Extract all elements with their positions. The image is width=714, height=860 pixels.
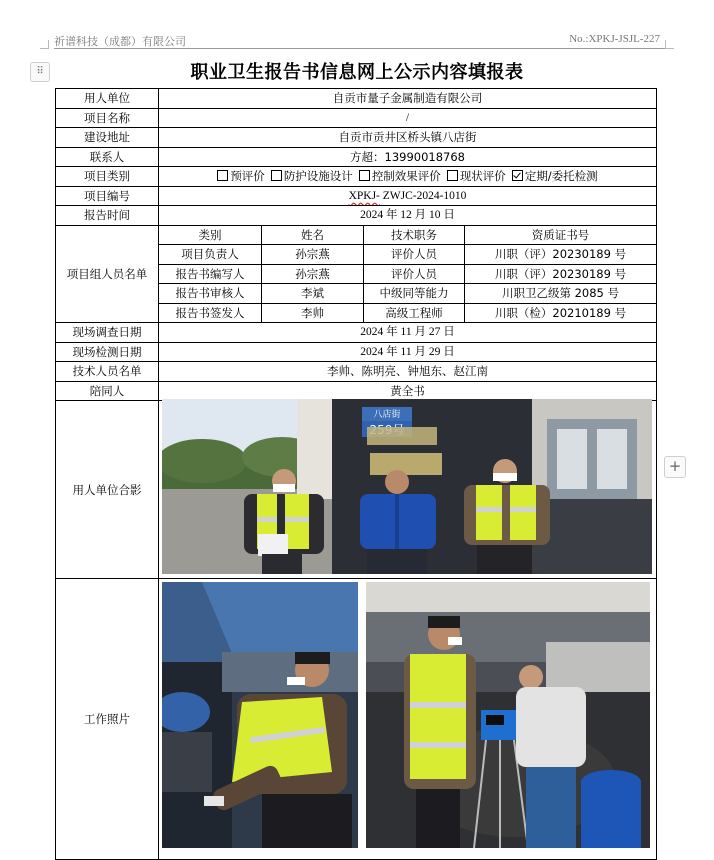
table-row	[56, 186, 657, 206]
row-label: 工作照片	[56, 579, 159, 860]
member-title: 评价人员	[364, 264, 465, 284]
table-row	[56, 362, 657, 382]
table-row	[56, 89, 657, 109]
page-title: 职业卫生报告书信息网上公示内容填报表	[190, 62, 524, 83]
checkbox-icon[interactable]	[217, 170, 228, 181]
table-drag-handle-icon[interactable]: ⠿	[30, 62, 50, 82]
member-name: 孙宗燕	[262, 245, 364, 265]
option-control-effect[interactable]: 控制效果评价	[359, 169, 441, 183]
row-label: 项目类别	[56, 167, 159, 187]
add-row-plus-icon[interactable]: +	[664, 456, 686, 478]
row-label: 现场调查日期	[56, 323, 159, 343]
checkbox-checked-icon[interactable]	[512, 170, 523, 181]
table-row	[56, 147, 657, 167]
category-options	[159, 167, 657, 187]
header-company: 祈谱科技（成都）有限公司	[54, 35, 186, 48]
page-corner-mark	[665, 40, 674, 49]
row-label: 用人单位合影	[56, 401, 159, 579]
member-role: 报告书签发人	[159, 303, 262, 323]
table-row	[56, 323, 657, 343]
row-label: 报告时间	[56, 206, 159, 226]
option-status-evaluation[interactable]: 现状评价	[447, 169, 506, 183]
test-date-value: 2024 年 11 月 29 日	[159, 342, 657, 362]
team-label: 项目组人员名单	[56, 225, 159, 323]
member-name: 李帅	[262, 303, 364, 323]
member-role: 报告书审核人	[159, 284, 262, 304]
row-label: 用人单位	[56, 89, 159, 109]
row-label: 联系人	[56, 147, 159, 167]
page-corner-mark	[40, 40, 49, 49]
project-name-value: /	[159, 108, 657, 128]
option-protection-design[interactable]: 防护设施设计	[271, 169, 353, 183]
employer-value: 自贡市量子金属制造有限公司	[159, 89, 657, 109]
team-header: 技术职务	[364, 225, 465, 245]
work-photo-1-image	[162, 582, 358, 848]
project-number-prefix: XPKJ-	[348, 189, 380, 202]
group-photo	[162, 399, 652, 574]
member-name: 孙宗燕	[262, 264, 364, 284]
table-row	[56, 108, 657, 128]
member-title: 评价人员	[364, 245, 465, 265]
address-value: 自贡市贡井区桥头镇八店街	[159, 128, 657, 148]
row-label: 建设地址	[56, 128, 159, 148]
checkbox-icon[interactable]	[271, 170, 282, 181]
team-header: 类别	[159, 225, 262, 245]
table-row	[56, 206, 657, 226]
project-number-suffix: ZWJC-2024-1010	[379, 189, 467, 202]
table-row	[56, 225, 657, 245]
header-rule	[54, 48, 668, 49]
work-photo-2	[366, 582, 650, 848]
street-sign-text: 八店街	[373, 410, 401, 420]
member-cert: 川职（评）20230189 号	[465, 264, 657, 284]
header-doc-number: No.:XPKJ-JSJL-227	[569, 33, 660, 45]
member-title: 中级同等能力	[364, 284, 465, 304]
survey-date-value: 2024 年 11 月 27 日	[159, 323, 657, 343]
row-label: 项目名称	[56, 108, 159, 128]
member-title: 高级工程师	[364, 303, 465, 323]
row-label: 项目编号	[56, 186, 159, 206]
member-role: 项目负责人	[159, 245, 262, 265]
table-row	[56, 381, 657, 401]
technicians-value: 李帅、陈明亮、钟旭东、赵江南	[159, 362, 657, 382]
contact-value: 方超：13990018768	[159, 147, 657, 167]
member-cert: 川职卫乙级第 2085 号	[465, 284, 657, 304]
table-row	[56, 342, 657, 362]
group-photo-image	[162, 399, 652, 574]
work-photo-2-image	[366, 582, 650, 848]
team-header: 姓名	[262, 225, 364, 245]
escort-value: 黄全书	[159, 381, 657, 401]
table-row	[56, 167, 657, 187]
row-label: 现场检测日期	[56, 342, 159, 362]
member-role: 报告书编写人	[159, 264, 262, 284]
member-name: 李斌	[262, 284, 364, 304]
member-cert: 川职（评）20230189 号	[465, 245, 657, 265]
option-periodic-testing[interactable]: 定期/委托检测	[512, 169, 598, 183]
row-label: 陪同人	[56, 381, 159, 401]
row-label: 技术人员名单	[56, 362, 159, 382]
table-row	[56, 128, 657, 148]
member-cert: 川职（检）20210189 号	[465, 303, 657, 323]
checkbox-icon[interactable]	[447, 170, 458, 181]
checkbox-icon[interactable]	[359, 170, 370, 181]
team-header: 资质证书号	[465, 225, 657, 245]
report-time-value: 2024 年 12 月 10 日	[159, 206, 657, 226]
option-pre-evaluation[interactable]: 预评价	[217, 169, 265, 183]
work-photo-1	[162, 582, 358, 848]
project-number-value	[159, 186, 657, 206]
